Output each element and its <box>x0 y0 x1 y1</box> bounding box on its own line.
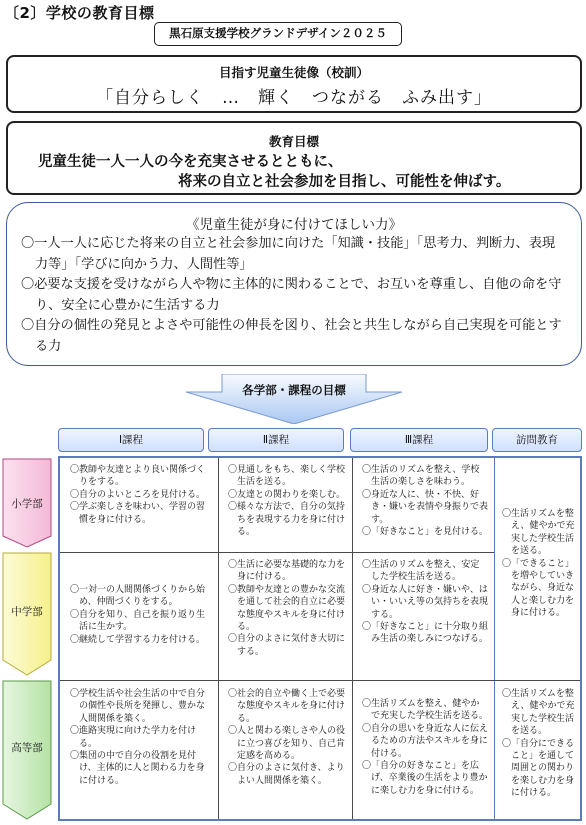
capabilities-box <box>6 202 582 366</box>
education-goal-line2: 将来の自立と社会参加を目指し、可能性を伸ばす。 <box>178 174 511 190</box>
motto-box <box>6 55 582 113</box>
capability-item: 〇自分の個性の発見とよさや可能性の伸長を図り、社会と共生しながら自己実現を可能とする力 <box>21 318 562 354</box>
goal-item: 〇学校生活や社会生活の中で自分の個性や長所を発揮し、豊かな人間関係を築く。 <box>70 689 206 724</box>
cell-middle-course-2 <box>228 559 348 658</box>
motto-title: 目指す児童生徒像（校訓） <box>218 65 369 80</box>
cell-elementary-course-3 <box>362 464 488 538</box>
grand-design-title: 黒石原支援学校グランドデザイン２０２５ <box>154 22 402 46</box>
goal-item: 〇生活リズムを整え、健やかで充実した学校生活を送る。 <box>502 689 575 737</box>
column-header-course-3: Ⅲ課程 <box>350 428 488 452</box>
row-label-high <box>2 680 52 820</box>
column-header-course-2: Ⅱ課程 <box>208 428 344 452</box>
grid-divider <box>60 552 494 553</box>
motto-text: 「自分らしく … 輝く つながる ふみ出す」 <box>96 88 492 108</box>
row-label-elementary <box>2 458 52 548</box>
goal-item: 〇「できること」を増やしていきながら、身近な人と楽しむ力を身に付ける。 <box>502 558 575 619</box>
goal-item: 〇教師や友達とより良い関係づくりをする。 <box>70 465 206 488</box>
cell-high-course-3 <box>362 698 488 797</box>
cell-high-course-2 <box>228 688 348 787</box>
education-goal-line1: 児童生徒一人一人の今を充実させるとともに、 <box>38 154 343 170</box>
goal-item: 〇生活のリズムを整え、安定した学校生活を送る。 <box>362 560 480 583</box>
goal-item: 〇自分を知り、自己を振り返り生活に生かす。 <box>70 609 206 633</box>
grid-divider <box>218 458 219 819</box>
goal-item: 〇「好きなこと」を見付ける。 <box>362 527 489 538</box>
row-label-text: 高等部 <box>11 742 43 754</box>
goal-item: 〇身近な人に、快・不快、好き・嫌いを表情や身振りで表す。 <box>362 489 489 525</box>
cell-middle-course-3 <box>362 559 488 646</box>
department-goals-label: 各学部・課程の目標 <box>242 383 346 397</box>
goal-item: 〇自分の思いを身近な人に伝えるための方法やスキルを身に付ける。 <box>362 723 489 759</box>
goal-item: 〇見通しをもち、楽しく学校生活を送る。 <box>228 465 346 488</box>
department-goals-table <box>58 456 582 821</box>
capabilities-list <box>21 234 567 357</box>
grid-divider <box>60 680 580 681</box>
goal-item: 〇「好きなこと」に十分取り組み生活の楽しみにつなげる。 <box>362 622 489 645</box>
goal-item: 〇一対一の人間関係づくりから始め、仲間づくりをする。 <box>70 585 206 608</box>
cell-high-course-1 <box>70 688 212 787</box>
capability-item: 〇必要な支援を受けながら人や物に主体的に関わることで、お互いを尊重し、自他の命を守り、安全に心豊かに生活する力 <box>21 277 562 313</box>
goal-item: 〇自分のよさに気付き大切にする。 <box>228 634 346 657</box>
capability-item: 〇一人一人に応じた将来の自立と社会参加に向けた「知識・技能」「思考力、判断力、表現力等」「学びに向かう力、人間性等」 <box>21 236 556 272</box>
goal-item: 〇生活リズムを整え、健やかで充実した学校生活を送る。 <box>502 509 575 557</box>
capabilities-title: 《児童生徒が身に付けてほしい力》 <box>186 217 402 233</box>
goal-item: 〇「自分にできること」を通して周囲との関わりを楽しむ力を身に付ける。 <box>502 738 575 799</box>
cell-home-visit-high <box>502 688 580 800</box>
row-label-text: 小学部 <box>11 498 43 510</box>
goal-item: 〇生活のリズムを整え、学校生活の楽しさを味わう。 <box>362 465 480 488</box>
goal-item: 〇生活リズムを整え、健やかで充実した学校生活を送る。 <box>362 699 489 722</box>
goal-item: 〇社会的自立や働く上で必要な態度やスキルを身に付ける。 <box>228 689 346 724</box>
education-goal-box <box>6 121 582 195</box>
goal-item: 〇自分のよいところを見付ける。 <box>70 489 206 500</box>
goal-item: 〇友達との関わりを楽しむ。 <box>228 489 346 500</box>
goal-item: 〇身近な人に好き・嫌いや、はい・いいえ等の気持ちを表現する。 <box>362 584 489 620</box>
cell-home-visit-elementary-middle <box>502 508 580 620</box>
section-heading: 〔2〕学校の教育目標 <box>4 4 155 22</box>
row-label-middle <box>2 552 52 676</box>
grid-divider <box>352 458 353 819</box>
goal-item: 〇様々な方法で、自分の気持ちを表現する力を身に付ける。 <box>228 502 346 538</box>
column-header-course-1: Ⅰ課程 <box>58 428 204 452</box>
cell-middle-course-1 <box>70 584 212 646</box>
goal-item: 〇集団の中で自分の役割を見付け、主体的に人と関わる力を身に付ける。 <box>70 751 205 786</box>
goal-item: 〇「自分の好きなこと」を広げ、卒業後の生活をより豊かに楽しむ力を身に付ける。 <box>362 761 488 796</box>
education-goal-title: 教育目標 <box>268 134 319 149</box>
goal-item: 〇学ぶ楽しさを味わい、学習の習慣を身に付ける。 <box>70 502 206 525</box>
cell-elementary-course-2 <box>228 464 348 538</box>
goal-item: 〇継続して学習する力を付ける。 <box>70 634 206 645</box>
goal-item: 〇進路実現に向けた学力を付ける。 <box>70 726 197 749</box>
goal-item: 〇自分のよさに気付き、よりよい人間関係を築く。 <box>228 763 345 786</box>
column-header-home-visit: 訪問教育 <box>492 428 582 452</box>
cell-elementary-course-1 <box>70 464 212 526</box>
goal-item: 〇教師や友達との豊かな交流を通して社会的自立に必要な態度やスキルを身に付ける。 <box>228 584 346 633</box>
goal-item: 〇生活に必要な基礎的な力を身に付ける。 <box>228 560 346 583</box>
goal-item: 〇人と関わる楽しさや人の役に立つ喜びを知り、自己肯定感を高める。 <box>228 726 346 762</box>
row-label-text: 中学部 <box>11 606 43 618</box>
grid-divider <box>494 458 495 819</box>
